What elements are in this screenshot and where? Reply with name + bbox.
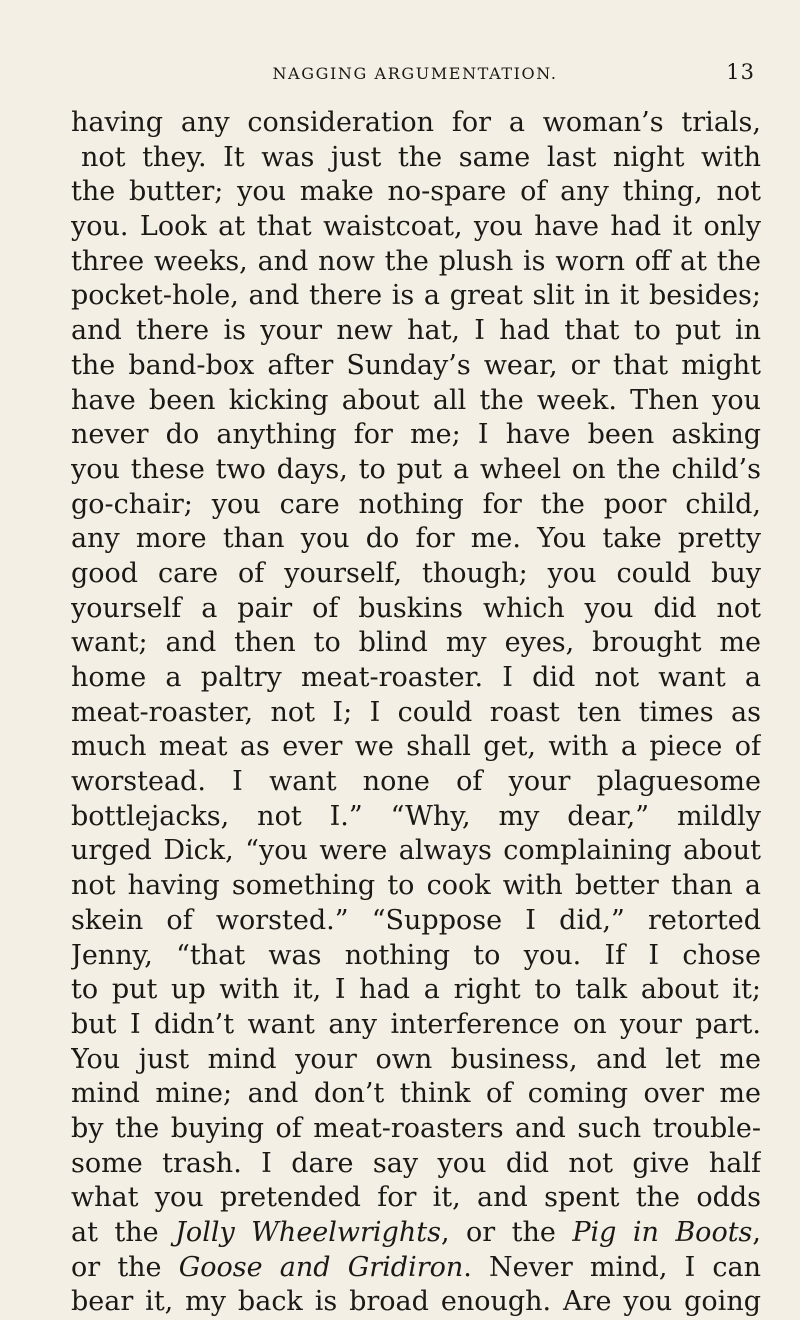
text-line: pocket-hole, and there is a great slit in it besides; — [71, 280, 761, 312]
text-line: never do anything for me; I have been asking — [71, 419, 761, 451]
line-segment: , — [752, 1217, 761, 1248]
text-line-with-italics — [71, 1216, 761, 1251]
text-line: want; and then to blind my eyes, brought me — [71, 627, 761, 659]
text-line: have been kicking about all the week. Then you — [71, 384, 761, 416]
text-line: not they. It was just the same last night with — [81, 141, 761, 173]
running-head — [75, 60, 755, 90]
text-line: skein of worsted.” “Suppose I did,” retorted — [71, 904, 761, 936]
text-line: you. Look at that waistcoat, you have had it only — [71, 211, 761, 243]
text-line: Jenny, “that was nothing to you. If I chose — [71, 939, 761, 971]
body-text — [71, 106, 761, 1320]
text-line: three weeks, and now the plush is worn off at the — [71, 245, 761, 277]
text-line: go-chair; you care nothing for the poor child, — [71, 488, 761, 520]
text-line: what you pretended for it, and spent the odds — [71, 1182, 761, 1214]
text-line: good care of yourself, though; you could buy — [71, 557, 761, 589]
text-line: having any consideration for a woman’s trials, — [71, 107, 761, 138]
text-line: home a paltry meat-roaster. I did not want a — [71, 662, 761, 693]
text-line: much meat as ever we shall get, with a piece of — [71, 731, 761, 763]
text-line: mind mine; and don’t think of coming over me — [71, 1078, 761, 1110]
text-line: bear it, my back is broad enough. Are you going — [71, 1286, 761, 1318]
text-line: the band-box after Sunday’s wear, or that might — [71, 349, 761, 381]
text-line: but I didn’t want any interference on your part. — [71, 1008, 761, 1040]
text-line: yourself a pair of buskins which you did not — [71, 592, 761, 624]
text-line: any more than you do for me. You take pretty — [71, 523, 761, 555]
text-line: by the buying of meat-roasters and such trouble- — [71, 1112, 761, 1144]
line-segment: , or the — [440, 1217, 556, 1248]
text-line: urged Dick, “you were always complaining about — [71, 835, 761, 867]
text-line: to put up with it, I had a right to talk about it; — [71, 974, 761, 1006]
text-line: bottlejacks, not I.” “Why, my dear,” mildly — [71, 800, 761, 832]
text-line: meat-roaster, not I; I could roast ten times as — [71, 696, 761, 728]
line-segment: or the — [71, 1251, 162, 1283]
text-line: some trash. I dare say you did not give half — [71, 1147, 761, 1179]
text-line: and there is your new hat, I had that to put in — [71, 315, 761, 347]
line-segment: . Never mind, I can — [463, 1251, 761, 1283]
text-line: You just mind your own business, and let me — [71, 1043, 761, 1075]
line-segment: at the — [71, 1217, 159, 1248]
italic-title-goose-and-gridiron: Goose and Gridiron — [178, 1251, 464, 1283]
italic-title-jolly-wheelwrights: Jolly Wheelwrights — [175, 1217, 441, 1248]
text-line: worstead. I want none of your plaguesome — [71, 766, 761, 798]
running-head-title: NAGGING ARGUMENTATION. — [272, 64, 558, 83]
text-line: not having something to cook with better than a — [71, 870, 761, 902]
italic-title-pig-in-boots: Pig in Boots — [572, 1217, 753, 1248]
text-line: you these two days, to put a wheel on the child’s — [71, 453, 761, 485]
text-line: the butter; you make no-spare of any thing, not — [71, 176, 761, 208]
text-line-with-italics — [71, 1251, 761, 1286]
page-number: 13 — [726, 60, 755, 84]
